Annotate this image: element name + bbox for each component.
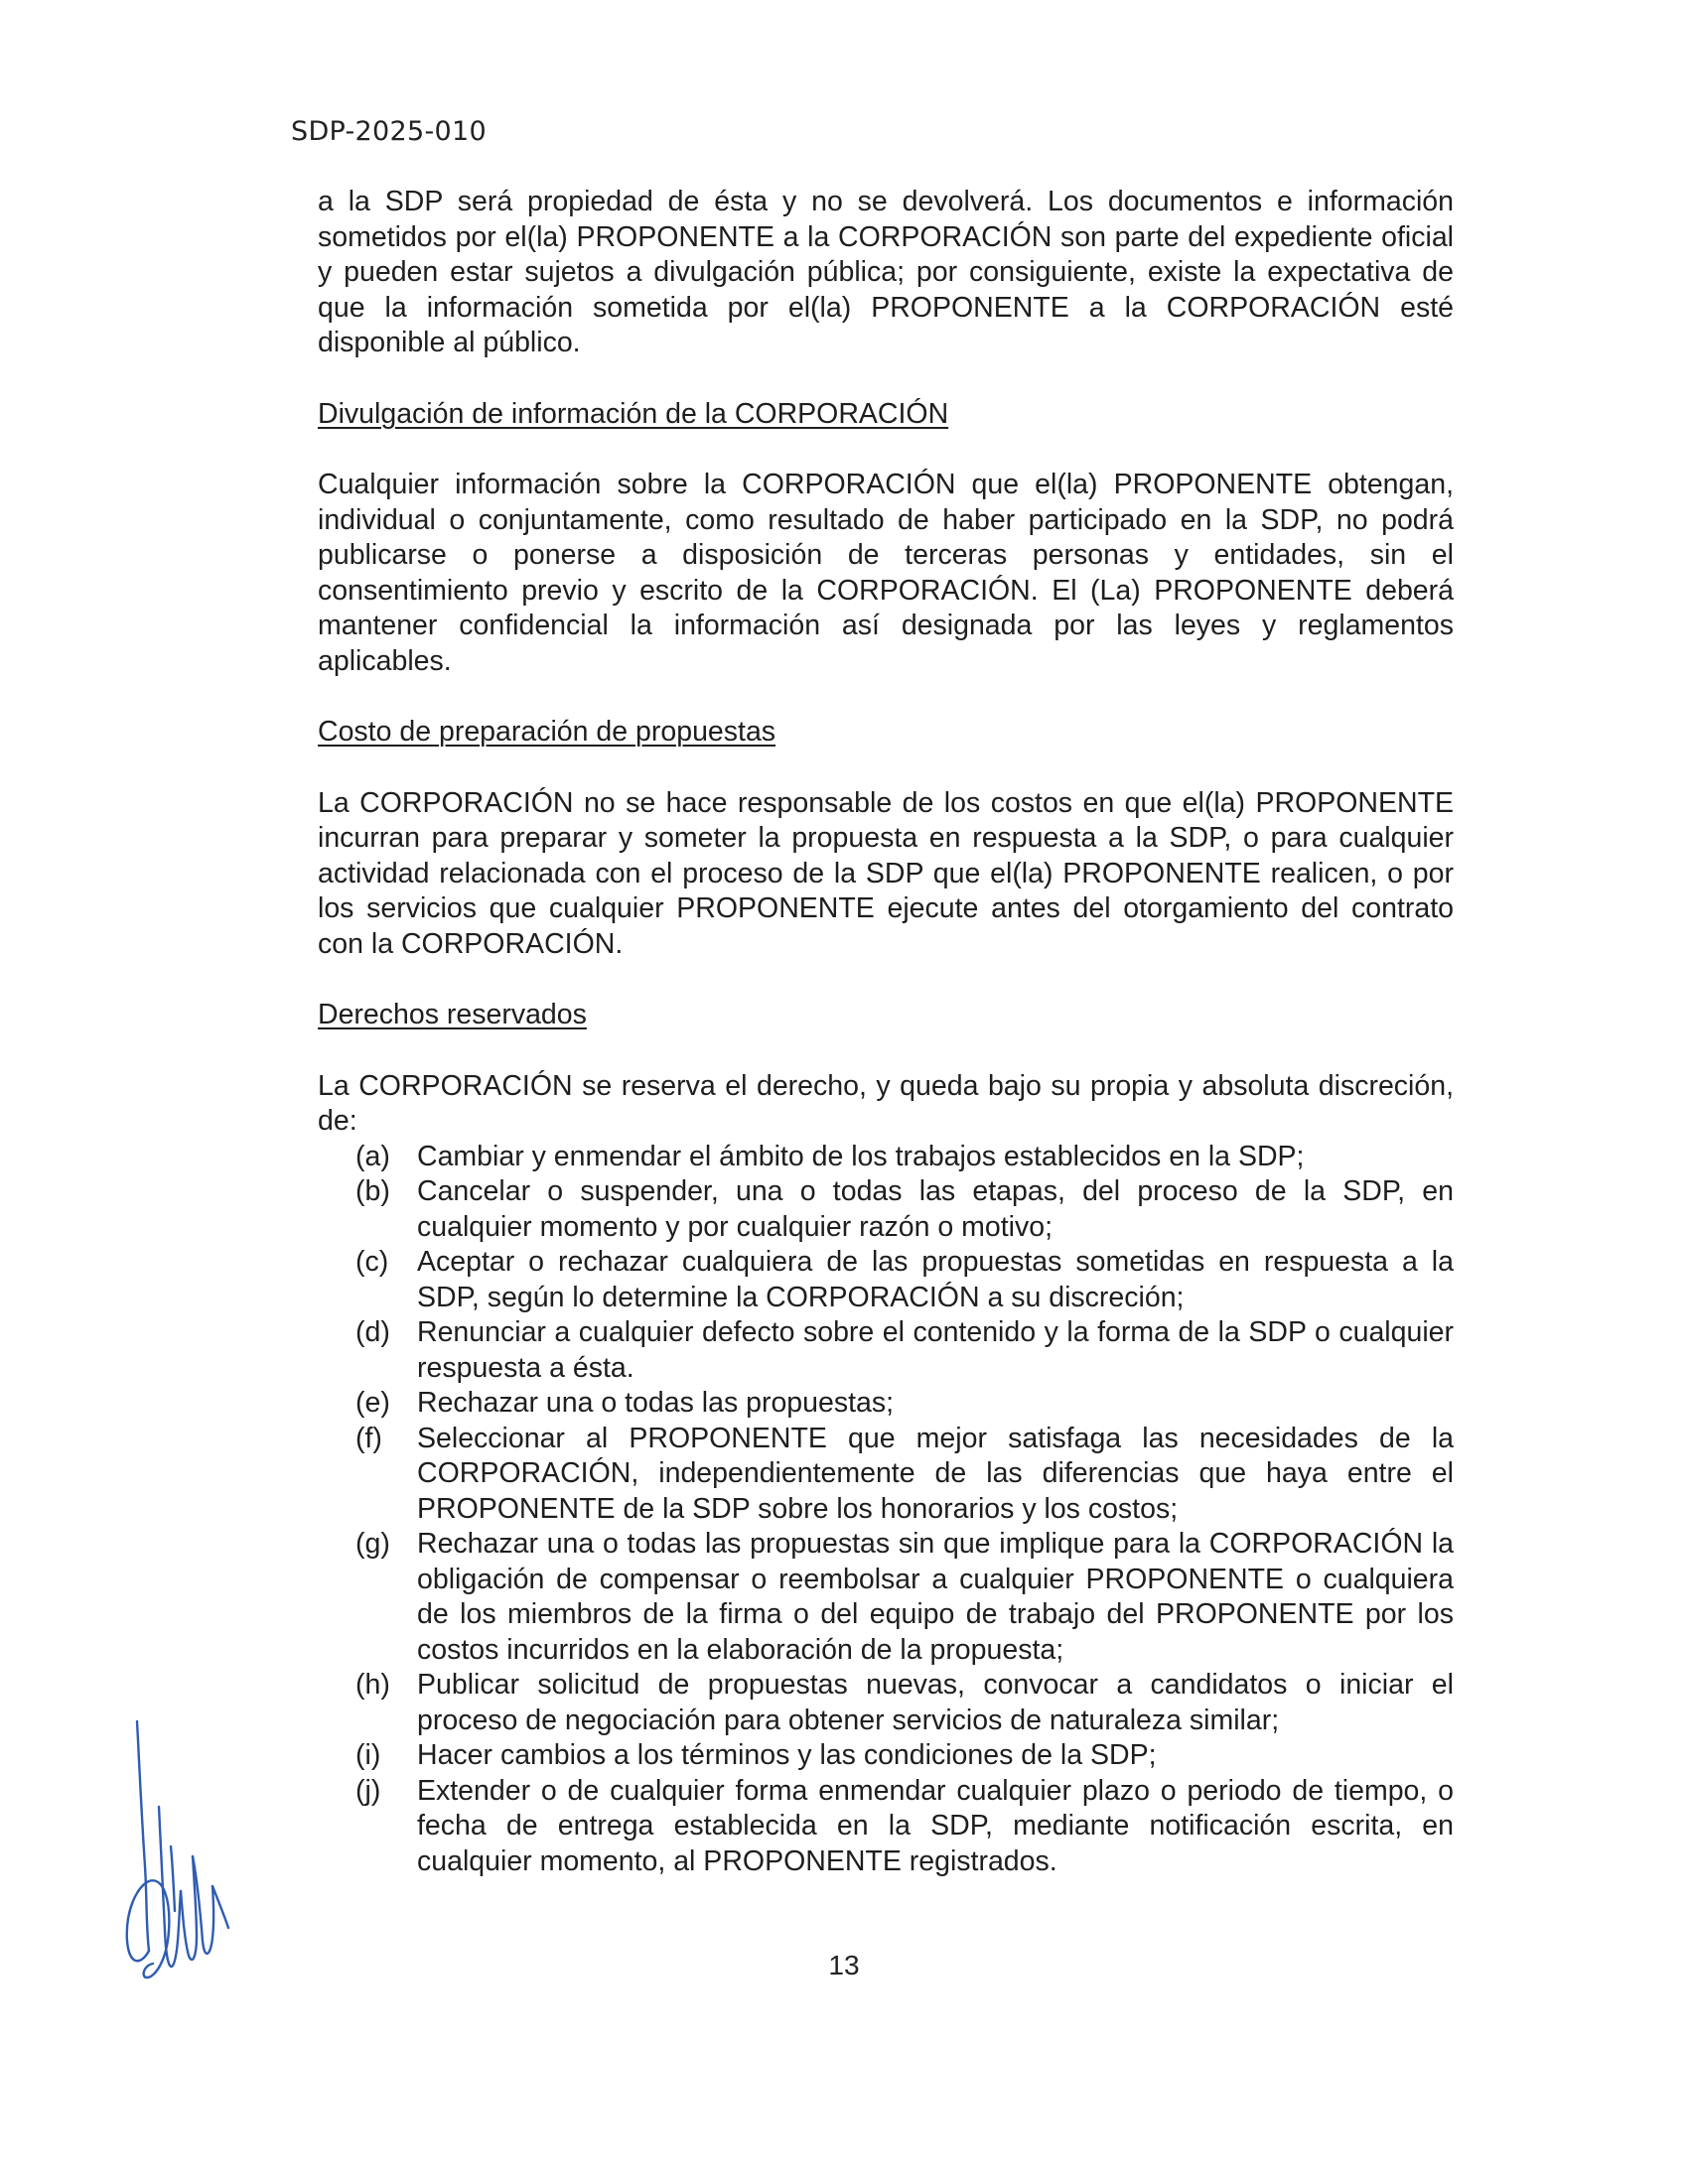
page-number: 13 — [828, 1950, 860, 1980]
list-item — [355, 1245, 1454, 1315]
list-item-letter: (g) — [355, 1528, 390, 1560]
section-body-costo: La CORPORACIÓN no se hace responsable de los costos en que el(la) PROPONENTE incurran para preparar y someter la propuesta en respuesta a la SDP, o para cualquier actividad relacionada con el proceso de la SDP que el(la) PROPONENTE realicen, o por los servicios que cualquier PROPONENTE ejecute antes del otorgamiento del contrato con la CORPORACIÓN. — [318, 786, 1454, 960]
list-item — [355, 1774, 1454, 1880]
list-item-text: Hacer cambios a los términos y las condiciones de la SDP; — [417, 1739, 1157, 1771]
list-item — [355, 1527, 1454, 1668]
section-body-divulgacion: Cualquier información sobre la CORPORACIÓN que el(la) PROPONENTE obtengan, individual o conjuntamente, como resultado de haber participado en la SDP, no podrá publicarse o ponerse a disposición de terceras personas y entidades, sin el consentimiento previo y escrito de la CORPORACIÓN. El (La) PROPONENTE deberá mantener confidencial la información así designada por las leyes y reglamentos aplicables. — [318, 469, 1454, 677]
list-item-text: Cambiar y enmendar el ámbito de los trabajos establecidos en la SDP; — [417, 1140, 1305, 1172]
list-item-letter: (i) — [355, 1739, 381, 1771]
list-item — [355, 1140, 1454, 1175]
list-item — [355, 1174, 1454, 1245]
list-item-letter: (d) — [355, 1316, 390, 1348]
section-body-derechos: La CORPORACIÓN se reserva el derecho, y queda bajo su propia y absoluta discreción, de: — [318, 1069, 1454, 1137]
list-item-text: Rechazar una o todas las propuestas; — [417, 1387, 895, 1419]
list-item-letter: (a) — [355, 1140, 390, 1172]
list-item-text: Aceptar o rechazar cualquiera de las propuestas sometidas en respuesta a la SDP, según lo determine la CORPORACIÓN a su discreción; — [417, 1246, 1454, 1313]
section-heading-derechos: Derechos reservados — [318, 999, 587, 1030]
list-item — [355, 1386, 1454, 1422]
list-item-letter: (h) — [355, 1669, 390, 1701]
list-item-letter: (j) — [355, 1774, 381, 1807]
list-item — [355, 1315, 1454, 1386]
list-item-text: Publicar solicitud de propuestas nuevas, convocar a candidatos o iniciar el proceso de negociación para obtener servicios de naturaleza similar; — [417, 1669, 1454, 1736]
list-item — [355, 1422, 1454, 1528]
section-heading-costo: Costo de preparación de propuestas — [318, 716, 776, 748]
list-item-letter: (b) — [355, 1175, 390, 1207]
list-item-text: Cancelar o suspender, una o todas las etapas, del proceso de la SDP, en cualquier momento y por cualquier razón o motivo; — [417, 1175, 1454, 1243]
list-item-letter: (c) — [355, 1246, 389, 1278]
intro-paragraph: a la SDP será propiedad de ésta y no se devolverá. Los documentos e información sometidos por el(la) PROPONENTE a la CORPORACIÓN son parte del expediente oficial y pueden estar sujetos a divulgación pública; por consiguiente, existe la expectativa de que la información sometida por el(la) PROPONENTE a la CORPORACIÓN esté disponible al público. — [318, 186, 1454, 358]
document-body — [318, 185, 1454, 1879]
list-item-text: Rechazar una o todas las propuestas sin que implique para la CORPORACIÓN la obligación de compensar o reembolsar a cualquier PROPONENTE o cualquiera de los miembros de la firma o del equipo de trabajo del PROPONENTE por los costos incurridos en la elaboración de la propuesta; — [417, 1528, 1454, 1666]
section-heading-divulgacion: Divulgación de información de la CORPORACIÓN — [318, 397, 949, 430]
list-item-letter: (f) — [355, 1422, 382, 1454]
list-item-text: Seleccionar al PROPONENTE que mejor satisfaga las necesidades de la CORPORACIÓN, independientemente de las diferencias que haya entre el PROPONENTE de la SDP sobre los honorarios y los costos; — [417, 1422, 1454, 1525]
list-item — [355, 1738, 1454, 1774]
signature-strokes — [127, 1721, 228, 1978]
list-item-text: Extender o de cualquier forma enmendar cualquier plazo o periodo de tiempo, o fecha de entrega establecida en la SDP, mediante notificación escrita, en cualquier momento, al PROPONENTE registrados. — [417, 1774, 1454, 1877]
list-item-letter: (e) — [355, 1387, 390, 1419]
list-item-text: Renunciar a cualquier defecto sobre el contenido y la forma de la SDP o cualquier respuesta a ésta. — [417, 1316, 1454, 1384]
list-item — [355, 1668, 1454, 1738]
rights-list — [318, 1140, 1454, 1880]
document-id-header: SDP-2025-010 — [291, 116, 487, 147]
